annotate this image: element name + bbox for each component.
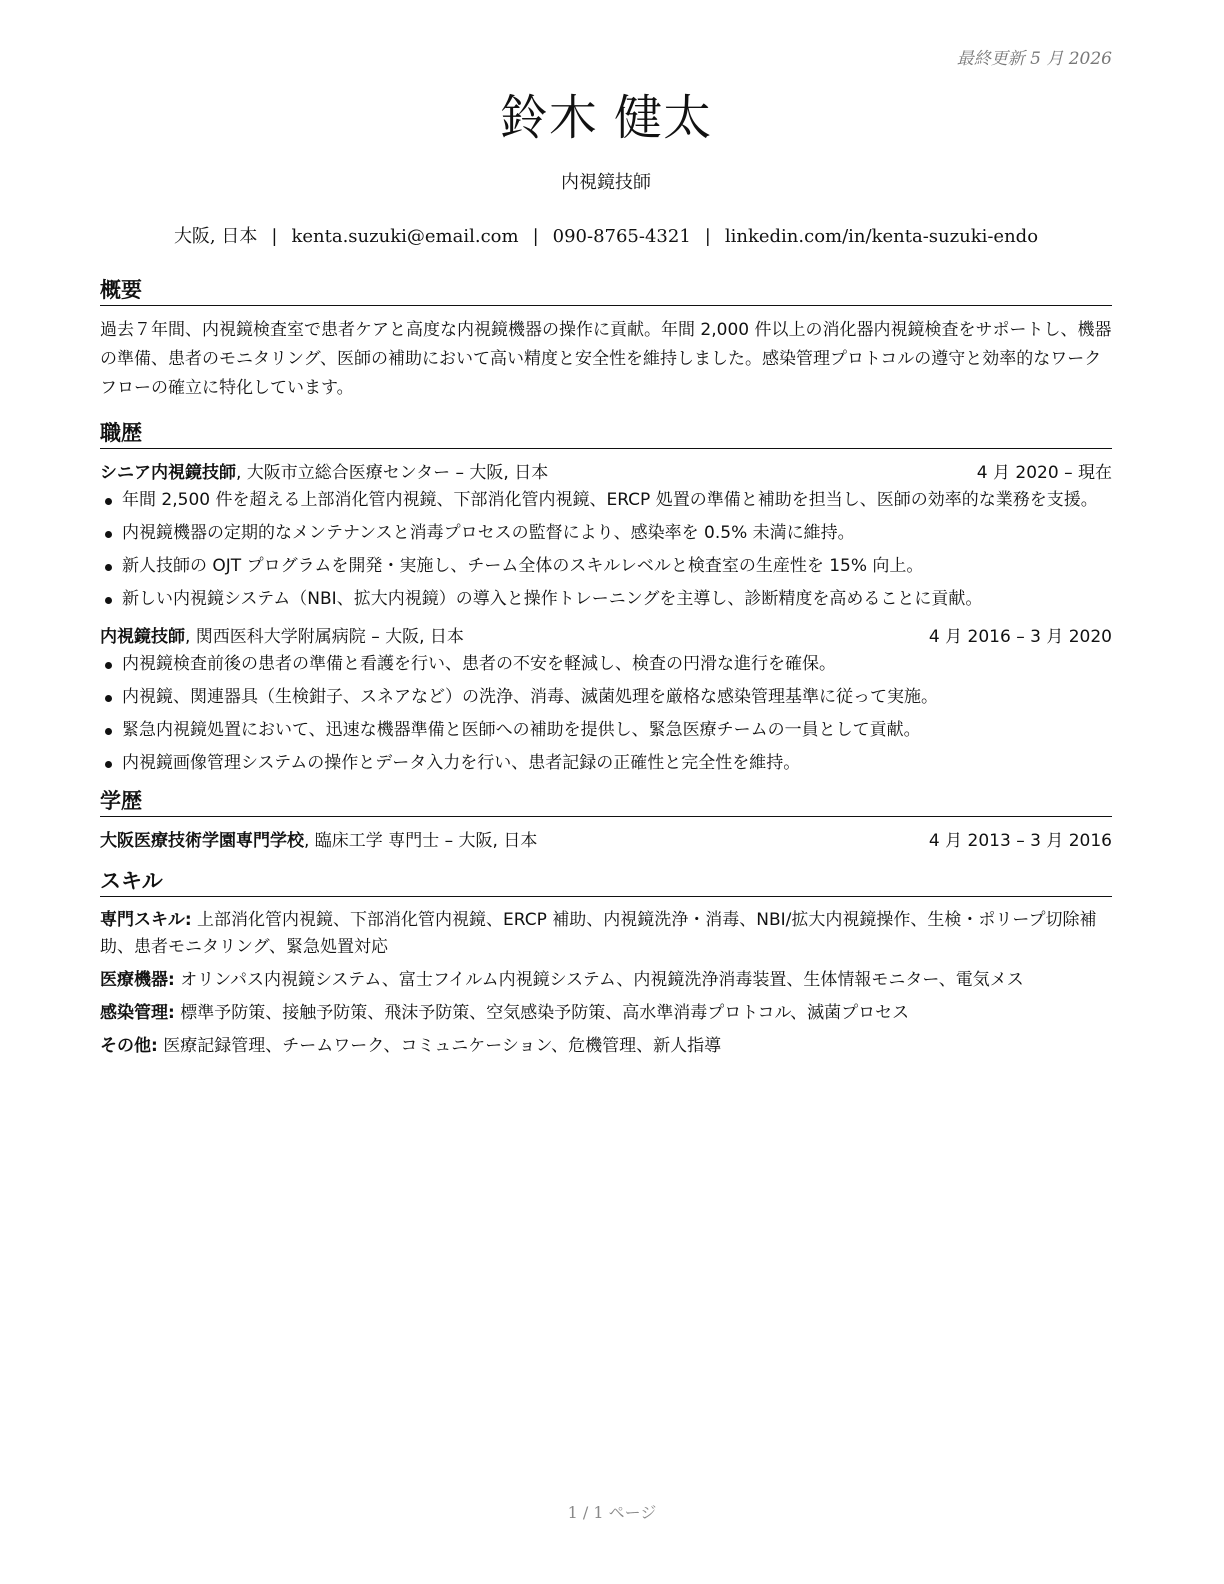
skill-value: 上部消化管内視鏡、下部消化管内視鏡、ERCP 補助、内視鏡洗浄・消毒、NBI/拡大内視鏡操作、生検・ポリープ切除補助、患者モニタリング、緊急処置対応 — [100, 910, 1097, 957]
job-entry — [100, 623, 1112, 777]
contact-phone: 090-8765-4321 — [552, 226, 691, 247]
skill-value: 標準予防策、接触予防策、飛沫予防策、空気感染予防策、高水準消毒プロトコル、滅菌プロセス — [174, 1003, 910, 1023]
job-bullet: 内視鏡機器の定期的なメンテナンスと消毒プロセスの監督により、感染率を 0.5% 未満に維持。 — [100, 520, 1112, 547]
education-school: 大阪医療技術学園専門学校 — [100, 831, 304, 851]
education-date: 4 月 2013 – 3 月 2016 — [928, 831, 1112, 851]
skill-value: オリンパス内視鏡システム、富士フイルム内視鏡システム、内視鏡洗浄消毒装置、生体情報モニター、電気メス — [174, 970, 1024, 990]
skill-label: その他: — [100, 1036, 158, 1056]
section-heading-education: 学歴 — [100, 787, 1112, 817]
contact-separator: | — [532, 226, 539, 247]
job-date: 4 月 2016 – 3 月 2020 — [928, 627, 1112, 647]
job-bullets — [100, 487, 1112, 613]
skill-label: 専門スキル: — [100, 910, 192, 930]
skill-row — [100, 967, 1112, 994]
job-bullet: 緊急内視鏡処置において、迅速な機器準備と医師への補助を提供し、緊急医療チームの一員として貢献。 — [100, 717, 1112, 744]
job-bullet: 内視鏡、関連器具（生検鉗子、スネアなど）の洗浄、消毒、滅菌処理を厳格な感染管理基準に従って実施。 — [100, 684, 1112, 711]
job-title: 内視鏡技師 — [561, 172, 651, 193]
page-indicator: 1 / 1 ページ — [567, 1503, 657, 1522]
job-bullet: 年間 2,500 件を超える上部消化管内視鏡、下部消化管内視鏡、ERCP 処置の準備と補助を担当し、医師の効率的な業務を支援。 — [100, 487, 1112, 514]
job-bullets — [100, 651, 1112, 777]
education-entry — [100, 827, 1112, 855]
job-bullet: 内視鏡検査前後の患者の準備と看護を行い、患者の不安を軽減し、検査の円滑な進行を確保。 — [100, 651, 1112, 678]
skill-label: 感染管理: — [100, 1003, 175, 1023]
job-entry — [100, 459, 1112, 613]
section-heading-skills: スキル — [100, 867, 1112, 897]
skill-row — [100, 1033, 1112, 1060]
contact-separator: | — [271, 226, 278, 247]
summary-text: 過去７年間、内視鏡検査室で患者ケアと高度な内視鏡機器の操作に貢献。年間 2,000 件以上の消化器内視鏡検査をサポートし、機器の準備、患者のモニタリング、医師の補助において高い精度と安全性を維持しました。感染管理プロトコルの遵守と効率的なワークフローの確立に特化しています。 — [100, 320, 1112, 398]
job-bullet: 内視鏡画像管理システムの操作とデータ入力を行い、患者記録の正確性と完全性を維持。 — [100, 750, 1112, 777]
job-header — [100, 623, 1112, 651]
job-role: シニア内視鏡技師 — [100, 463, 236, 483]
job-organization: , 大阪市立総合医療センター – 大阪, 日本 — [236, 463, 549, 483]
contact-location: 大阪, 日本 — [173, 226, 258, 247]
skill-label: 医療機器: — [100, 970, 175, 990]
job-bullet: 新人技師の OJT プログラムを開発・実施し、チーム全体のスキルレベルと検査室の生産性を 15% 向上。 — [100, 553, 1112, 580]
skill-value: 医療記録管理、チームワーク、コミュニケーション、危機管理、新人指導 — [157, 1036, 722, 1056]
contact-separator: | — [704, 226, 711, 247]
resume-body — [100, 276, 1112, 1066]
last-updated: 最終更新 5 月 2026 — [956, 49, 1112, 69]
education-detail: , 臨床工学 専門士 – 大阪, 日本 — [304, 831, 538, 851]
contact-email[interactable]: kenta.suzuki@email.com — [291, 226, 519, 247]
job-date: 4 月 2020 – 現在 — [976, 463, 1112, 483]
section-heading-experience: 職歴 — [100, 419, 1112, 449]
contact-line — [100, 224, 1112, 250]
job-role: 内視鏡技師 — [100, 627, 185, 647]
skill-row — [100, 1000, 1112, 1027]
job-header — [100, 459, 1112, 487]
job-bullet: 新しい内視鏡システム（NBI、拡大内視鏡）の導入と操作トレーニングを主導し、診断精度を高めることに貢献。 — [100, 586, 1112, 613]
job-organization: , 関西医科大学附属病院 – 大阪, 日本 — [185, 627, 464, 647]
skill-row — [100, 907, 1112, 961]
section-heading-summary: 概要 — [100, 276, 1112, 306]
contact-linkedin[interactable]: linkedin.com/in/kenta-suzuki-endo — [724, 226, 1039, 247]
candidate-name: 鈴木 健太 — [499, 90, 713, 146]
